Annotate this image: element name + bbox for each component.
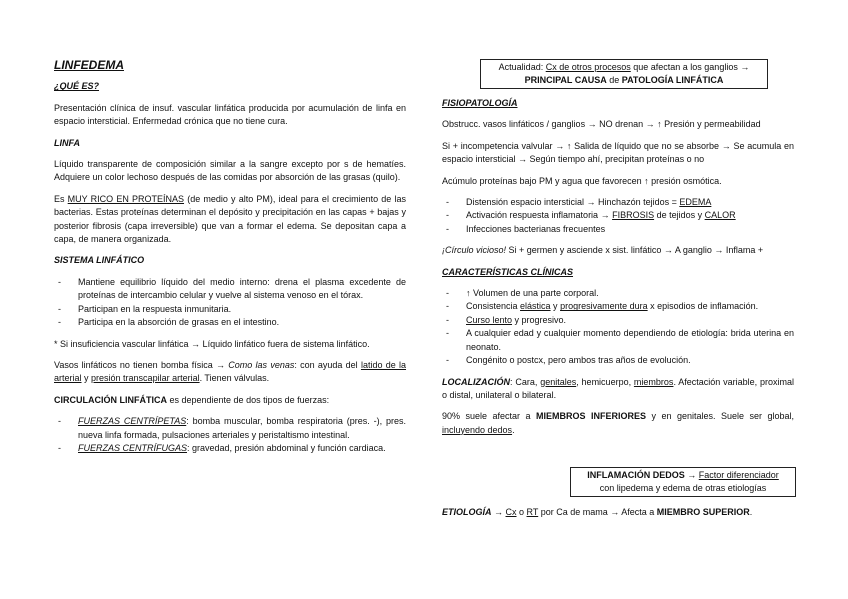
text-fragment: FUERZAS CENTRÍPETAS xyxy=(78,416,187,427)
fisio-paragraph-3: Acúmulo proteínas bajo PM y agua que favorecen ↑ presión osmótica. xyxy=(442,175,722,186)
vasos-paragraph xyxy=(54,359,406,386)
list-item: - Mantiene equilibrio líquido del medio interno: drena el plasma excedente de proteínas de intercambio celular y vuelve al sistema venoso en el tórax. xyxy=(54,276,406,303)
text-fragment: y en genitales. Suele ser global, xyxy=(646,411,794,422)
text-fragment: con lipedema y edema de otras etiologías xyxy=(599,483,767,493)
heading-que-es: ¿QUÉ ES? xyxy=(54,81,100,92)
list-item: - Participan en la respuesta inmunitaria. xyxy=(54,303,406,316)
sistema-list xyxy=(54,276,406,330)
text-fragment: Distensión espacio intersticial → Hinchazón tejidos = xyxy=(466,197,680,208)
text-fragment: que afectan a los ganglios → xyxy=(630,62,750,72)
fisio-paragraph-2: Si + incompetencia valvular → ↑ Salida de líquido que no se absorbe → Se acumula en espacio intersticial → Según tiempo ahí, precipitan proteínas o no xyxy=(442,140,794,165)
text-fragment: x episodios de inflamación. xyxy=(647,301,759,312)
text-fragment: ¡Círculo vicioso! xyxy=(442,245,507,256)
heading-fisiopatologia: FISIOPATOLOGÍA xyxy=(442,98,518,108)
heading-linfa: LINFA xyxy=(54,137,80,148)
text-fragment: FIBROSIS xyxy=(612,210,655,221)
inflamacion-dedos-box xyxy=(570,467,796,497)
text-fragment: Factor diferenciador xyxy=(698,470,779,480)
text-fragment: : Cara, xyxy=(510,376,541,387)
text-fragment: EDEMA xyxy=(679,197,712,208)
circulacion-paragraph xyxy=(54,394,406,407)
text-fragment: , hemicuerpo, xyxy=(576,376,634,387)
list-item xyxy=(54,415,406,442)
list-item xyxy=(442,300,794,313)
fisio-list xyxy=(442,196,794,236)
text-fragment: presión transcapilar arterial xyxy=(91,373,200,384)
text-fragment: . Tienen válvulas. xyxy=(199,373,270,384)
text-fragment: es dependiente de dos tipos de fuerzas: xyxy=(167,394,330,405)
text-fragment: de tejidos y xyxy=(654,210,705,221)
text-fragment: Si + germen y asciende x sist. linfático → A ganglio → Inflama + xyxy=(506,245,764,256)
text-fragment: por Ca de mama → Afecta a xyxy=(538,507,657,517)
list-item: - A cualquier edad y cualquier momento dependiendo de etiología: brida uterina en neonato. xyxy=(442,327,794,354)
text-fragment: progresivamente dura xyxy=(560,301,648,312)
text-fragment: Actualidad: xyxy=(498,62,546,72)
list-item: - Congénito o postcx, pero ambos tras años de evolución. xyxy=(442,354,794,367)
list-item xyxy=(442,314,794,327)
text-fragment: y xyxy=(550,301,561,312)
document-title: LINFEDEMA xyxy=(54,58,124,72)
text-fragment: y xyxy=(81,373,92,384)
text-fragment: : gravedad, presión abdominal y función cardiaca. xyxy=(187,442,386,453)
list-item: - ↑ Volumen de una parte corporal. xyxy=(442,287,794,300)
miembros-inferiores-paragraph xyxy=(442,410,794,437)
list-item: - Infecciones bacterianas frecuentes xyxy=(442,223,794,236)
actualidad-box xyxy=(480,59,768,89)
right-column xyxy=(442,97,794,437)
text-fragment: PATOLOGÍA LINFÁTICA xyxy=(621,75,724,85)
insuficiencia-note: * Si insuficiencia vascular linfática → Líquido linfático fuera de sistema linfático. xyxy=(54,338,370,349)
text-fragment: RT xyxy=(526,507,539,517)
list-item: - Participa en la absorción de grasas en el intestino. xyxy=(54,316,406,329)
text-fragment: miembros xyxy=(633,376,674,387)
text-fragment: . xyxy=(512,424,515,435)
text-fragment: Es xyxy=(54,193,68,204)
text-fragment: CALOR xyxy=(704,210,736,221)
fisio-paragraph-1: Obstrucc. vasos linfáticos / ganglios → NO drenan → ↑ Presión y permeabilidad xyxy=(442,119,761,130)
text-fragment: MIEMBROS INFERIORES xyxy=(536,411,646,422)
text-fragment: Cx de otros procesos xyxy=(545,62,631,72)
list-item xyxy=(442,209,794,222)
text-fragment: ETIOLOGÍA xyxy=(442,507,492,517)
proteinas-paragraph xyxy=(54,193,406,247)
text-fragment: . xyxy=(749,507,753,517)
text-fragment: Curso lento xyxy=(466,314,513,325)
text-fragment: de xyxy=(606,75,622,85)
heading-caracteristicas: CARACTERÍSTICAS CLÍNICAS xyxy=(442,266,574,277)
text-fragment: → xyxy=(684,470,699,480)
text-fragment: MIEMBRO SUPERIOR xyxy=(656,507,750,517)
text-fragment: latido de la arterial xyxy=(54,359,407,384)
text-fragment: o xyxy=(516,507,527,517)
text-fragment: genitales xyxy=(540,376,577,387)
linfa-paragraph: Líquido transparente de composición similar a la sangre excepto por s de hematíes. Adquiere un color lechoso después de las comidas por absorción de las grasas (quilo). xyxy=(54,159,406,183)
caracteristicas-list xyxy=(442,287,794,367)
text-fragment: Activación respuesta inflamatoria → xyxy=(466,210,613,221)
text-fragment: FUERZAS CENTRÍFUGAS xyxy=(78,442,188,453)
left-column xyxy=(54,52,406,455)
text-fragment: PRINCIPAL CAUSA xyxy=(524,75,607,85)
text-fragment: : bomba muscular, bomba respiratoria (pres. -), pres. nueva linfa formada, pulsaciones arteriales y peristaltismo intestinal. xyxy=(78,416,406,440)
list-item xyxy=(442,196,794,209)
text-fragment: Consistencia xyxy=(466,301,521,312)
text-fragment: y progresivo. xyxy=(512,314,567,325)
text-fragment: (de medio y alto PM), ideal para el crecimiento de las bacterias. Estas proteínas determinan el depósito y precipitación en las capas + bajas y posterior fibrosis (capa irreversible) que van a formar el edema. Se depositan capa a capa, de manera organizada. xyxy=(54,193,406,245)
text-fragment: : con ayuda del xyxy=(294,359,361,370)
text-fragment: Vasos linfáticos no tienen bomba física → xyxy=(54,359,229,370)
text-fragment: incluyendo dedos xyxy=(442,424,513,435)
text-fragment: INFLAMACIÓN DEDOS xyxy=(587,470,685,480)
text-fragment: LOCALIZACIÓN xyxy=(442,376,510,387)
list-item xyxy=(54,442,406,455)
text-fragment: elástica xyxy=(520,301,551,312)
etiologia-paragraph xyxy=(442,506,794,519)
text-fragment: → xyxy=(491,507,506,517)
circulo-vicioso xyxy=(442,244,794,257)
fuerzas-list xyxy=(54,415,406,455)
heading-sistema-linfatico: SISTEMA LINFÁTICO xyxy=(54,255,145,266)
text-fragment: Como las venas xyxy=(228,359,295,370)
text-fragment: 90% suele afectar a xyxy=(442,411,536,422)
text-fragment: CIRCULACIÓN LINFÁTICA xyxy=(54,394,167,405)
localizacion-paragraph xyxy=(442,376,794,403)
text-fragment: Cx xyxy=(505,507,517,517)
proteinas-highlight: MUY RICO EN PROTEÍNAS xyxy=(67,193,185,204)
que-es-paragraph: Presentación clínica de insuf. vascular linfática producida por acumulación de linfa en espacio intersticial. Enfermedad crónica que no tiene cura. xyxy=(54,102,406,127)
text-fragment: . Afectación variable, proximal o distal, unilateral o bilateral. xyxy=(442,376,794,400)
